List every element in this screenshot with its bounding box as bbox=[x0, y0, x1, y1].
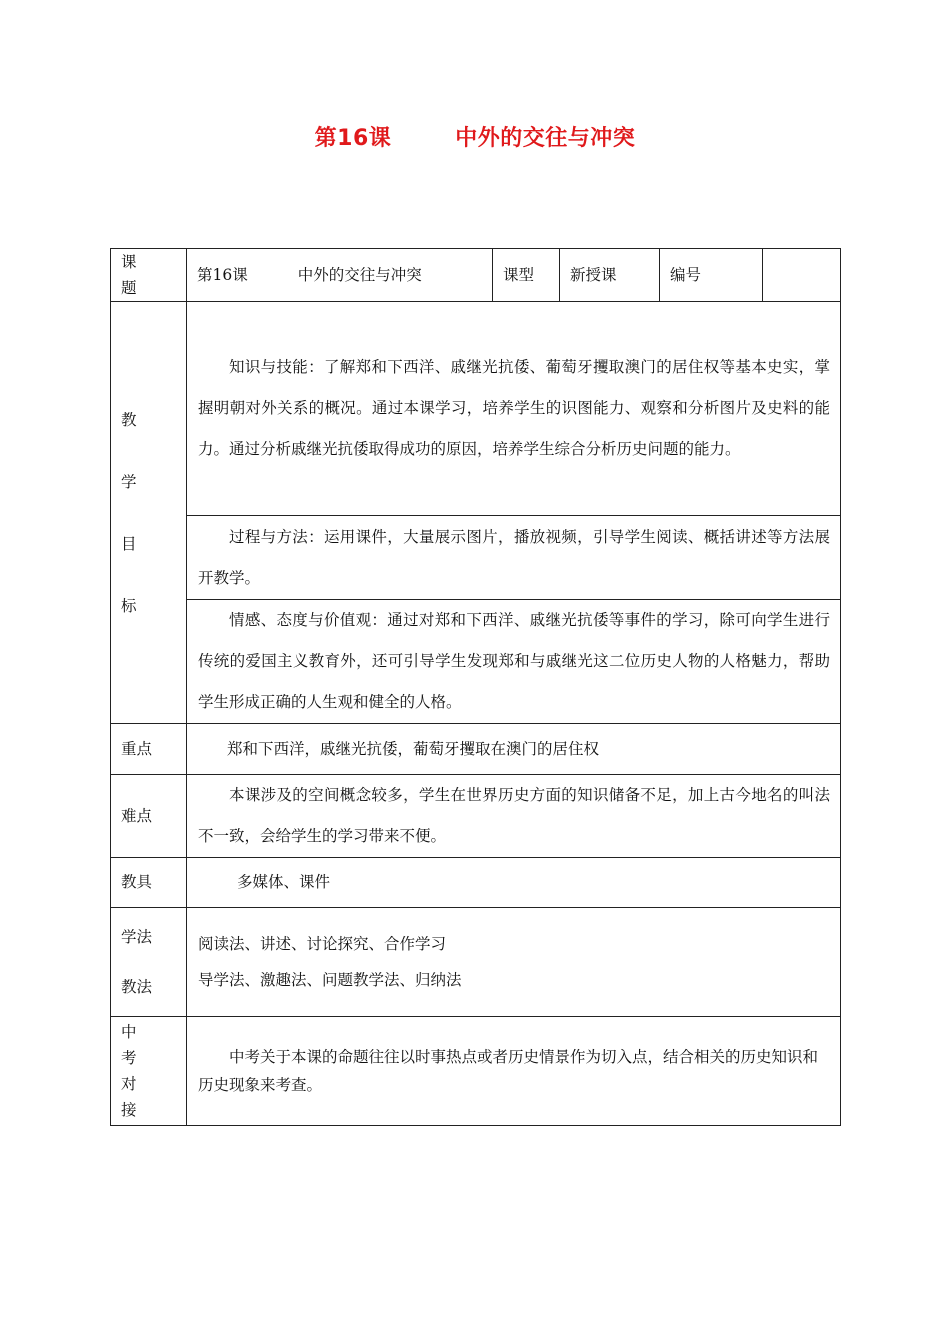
key-points-text: 郑和下西洋，戚继光抗倭，葡萄牙攫取在澳门的居住权 bbox=[187, 724, 841, 775]
type-label: 课型 bbox=[493, 249, 560, 302]
type-value: 新授课 bbox=[560, 249, 660, 302]
goals-row-knowledge bbox=[111, 302, 841, 516]
methods-row bbox=[111, 908, 841, 1017]
subject-label bbox=[111, 249, 187, 302]
exam-link-row bbox=[111, 1017, 841, 1126]
goal-emotion: 情感、态度与价值观：通过对郑和下西洋、戚继光抗倭等事件的学习，除可向学生进行传统的爱国主义教育外，还可引导学生发现郑和与戚继光这二位历史人物的人格魅力，帮助学生形成正确的人生观和健全的人格。 bbox=[187, 600, 841, 724]
methods-text bbox=[187, 908, 841, 1017]
exam-link-label-char-2: 考 bbox=[121, 1049, 137, 1067]
goals-row-emotion bbox=[111, 600, 841, 724]
goals-label-char-2: 学 bbox=[121, 472, 137, 491]
methods-label-teaching: 教法 bbox=[121, 978, 153, 996]
exam-link-text: 中考关于本课的命题往往以时事热点或者历史情景作为切入点，结合相关的历史知识和历史现象来考查。 bbox=[187, 1017, 841, 1126]
teaching-methods: 导学法、激趣法、问题教学法、归纳法 bbox=[198, 971, 462, 989]
key-points-label: 重点 bbox=[111, 724, 187, 775]
tools-label: 教具 bbox=[111, 858, 187, 908]
subject-topic: 中外的交往与冲突 bbox=[297, 265, 422, 284]
title-lesson: 第16课 bbox=[314, 126, 392, 151]
goals-row-process bbox=[111, 516, 841, 600]
key-points-row bbox=[111, 724, 841, 775]
exam-link-label-char-1: 中 bbox=[121, 1023, 137, 1041]
difficulties-text: 本课涉及的空间概念较多，学生在世界历史方面的知识储备不足，加上古今地名的叫法不一致，会给学生的学习带来不便。 bbox=[187, 775, 841, 858]
exam-link-label-char-3: 对 bbox=[121, 1075, 137, 1093]
methods-label bbox=[111, 908, 187, 1017]
learning-methods: 阅读法、讲述、讨论探究、合作学习 bbox=[198, 935, 447, 953]
goal-process: 过程与方法：运用课件，大量展示图片，播放视频，引导学生阅读、概括讲述等方法展开教学。 bbox=[187, 516, 841, 600]
subject-label-line-1: 课 bbox=[121, 253, 137, 271]
difficulties-row bbox=[111, 775, 841, 858]
exam-link-label-char-4: 接 bbox=[121, 1101, 137, 1119]
tools-text: 多媒体、课件 bbox=[187, 858, 841, 908]
number-value bbox=[763, 249, 841, 302]
lesson-plan-table bbox=[110, 248, 841, 1126]
number-label: 编号 bbox=[660, 249, 763, 302]
goal-knowledge: 知识与技能：了解郑和下西洋、戚继光抗倭、葡萄牙攫取澳门的居住权等基本史实，掌握明朝对外关系的概况。通过本课学习，培养学生的识图能力、观察和分析图片及史料的能力。通过分析戚继光抗倭取得成功的原因，培养学生综合分析历史问题的能力。 bbox=[187, 302, 841, 516]
exam-link-label bbox=[111, 1017, 187, 1126]
subject-value bbox=[187, 249, 493, 302]
page-title bbox=[0, 121, 950, 152]
subject-label-line-2: 题 bbox=[121, 279, 137, 297]
title-topic: 中外的交往与冲突 bbox=[455, 126, 636, 151]
goals-label-char-4: 标 bbox=[121, 596, 137, 615]
subject-lesson: 第16课 bbox=[197, 265, 248, 284]
tools-row bbox=[111, 858, 841, 908]
header-row bbox=[111, 249, 841, 302]
goals-label-char-1: 教 bbox=[121, 410, 137, 429]
methods-label-learning: 学法 bbox=[121, 928, 153, 946]
difficulties-label: 难点 bbox=[111, 775, 187, 858]
goals-label bbox=[111, 302, 187, 724]
goals-label-char-3: 目 bbox=[121, 534, 137, 553]
